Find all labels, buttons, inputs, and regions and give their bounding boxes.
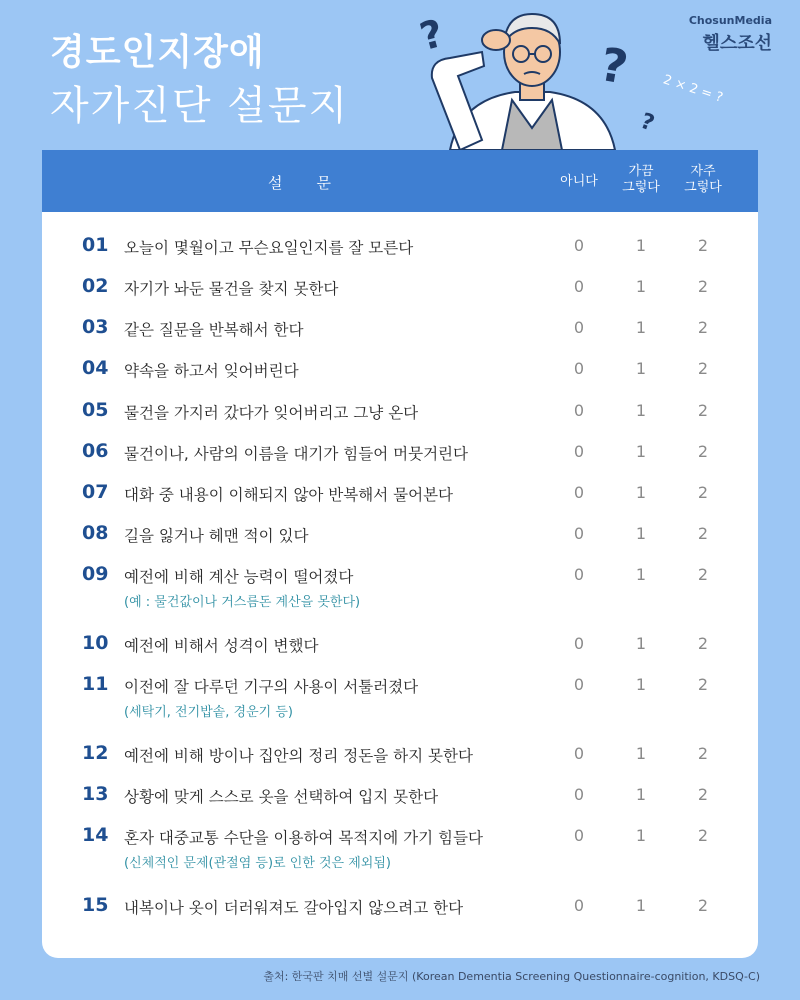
score-often: 2 xyxy=(697,826,709,845)
question-note: (신체적인 문제(관절염 등)로 인한 것은 제외됨) xyxy=(124,856,391,871)
score-sometimes: 1 xyxy=(635,896,647,915)
header-sometimes-line1: 가끔 xyxy=(628,164,654,179)
score-sometimes: 1 xyxy=(635,236,647,255)
score-never: 0 xyxy=(573,785,585,804)
question-text: 약속을 하고서 잊어버린다 xyxy=(124,362,299,380)
question-number: 08 xyxy=(82,522,109,544)
header-often-line2: 그렇다 xyxy=(684,180,722,195)
logo-line1: ChosunMedia xyxy=(688,14,772,27)
svg-text:?: ? xyxy=(637,108,658,137)
question-number: 10 xyxy=(82,632,109,654)
question-text: 같은 질문을 반복해서 한다 xyxy=(124,321,304,339)
score-sometimes: 1 xyxy=(635,826,647,845)
question-number: 14 xyxy=(82,824,109,846)
header-sometimes xyxy=(611,164,671,196)
question-number: 04 xyxy=(82,357,109,379)
question-number: 05 xyxy=(82,399,109,421)
question-note: (예 : 물건값이나 거스름돈 계산을 못한다) xyxy=(124,595,361,610)
score-never: 0 xyxy=(573,442,585,461)
question-number: 15 xyxy=(82,894,109,916)
question-text: 자기가 놔둔 물건을 찾지 못한다 xyxy=(124,280,339,298)
score-often: 2 xyxy=(697,483,709,502)
score-never: 0 xyxy=(573,634,585,653)
score-never: 0 xyxy=(573,236,585,255)
score-often: 2 xyxy=(697,634,709,653)
question-number: 13 xyxy=(82,783,109,805)
score-often: 2 xyxy=(697,318,709,337)
question-text: 예전에 비해 방이나 집안의 정리 정돈을 하지 못한다 xyxy=(124,747,473,765)
score-sometimes: 1 xyxy=(635,277,647,296)
score-often: 2 xyxy=(697,896,709,915)
source-note: 출처: 한국판 치매 선별 설문지 (Korean Dementia Screening Questionnaire-cognition, KDSQ-C) xyxy=(263,970,760,983)
score-sometimes: 1 xyxy=(635,359,647,378)
question-text: 물건을 가지러 갔다가 잊어버리고 그냥 온다 xyxy=(124,404,419,422)
score-never: 0 xyxy=(573,401,585,420)
confused-elder-illustration xyxy=(415,0,760,150)
question-number: 09 xyxy=(82,563,109,585)
score-sometimes: 1 xyxy=(635,565,647,584)
logo-line2: 헬스조선 xyxy=(702,33,772,54)
question-number: 11 xyxy=(82,673,109,695)
question-number: 07 xyxy=(82,481,109,503)
header-question: 설문 xyxy=(268,174,365,192)
score-often: 2 xyxy=(697,236,709,255)
svg-text:?: ? xyxy=(596,36,632,95)
equation-text: 2 × 2 = ? xyxy=(661,72,725,106)
question-text: 물건이나, 사람의 이름을 대기가 힘들어 머뭇거린다 xyxy=(124,445,468,463)
score-sometimes: 1 xyxy=(635,785,647,804)
question-text: 예전에 비해서 성격이 변했다 xyxy=(124,637,319,655)
svg-text:?: ? xyxy=(415,10,449,60)
score-often: 2 xyxy=(697,277,709,296)
score-never: 0 xyxy=(573,359,585,378)
score-never: 0 xyxy=(573,826,585,845)
question-text: 상황에 맞게 스스로 옷을 선택하여 입지 못한다 xyxy=(124,788,439,806)
score-never: 0 xyxy=(573,524,585,543)
score-often: 2 xyxy=(697,565,709,584)
question-number: 02 xyxy=(82,275,109,297)
score-never: 0 xyxy=(573,744,585,763)
question-number: 12 xyxy=(82,742,109,764)
question-number: 06 xyxy=(82,440,109,462)
question-number: 01 xyxy=(82,234,109,256)
question-text: 대화 중 내용이 이해되지 않아 반복해서 물어본다 xyxy=(124,486,454,504)
question-number: 03 xyxy=(82,316,109,338)
question-text: 내복이나 옷이 더러워져도 갈아입지 않으려고 한다 xyxy=(124,899,464,917)
question-note: (세탁기, 전기밥솥, 경운기 등) xyxy=(124,705,293,720)
question-text: 혼자 대중교통 수단을 이용하여 목적지에 가기 힘들다 xyxy=(124,829,483,847)
score-often: 2 xyxy=(697,744,709,763)
question-text: 길을 잃거나 헤맨 적이 있다 xyxy=(124,527,309,545)
score-sometimes: 1 xyxy=(635,675,647,694)
score-often: 2 xyxy=(697,359,709,378)
header-often xyxy=(673,164,733,196)
score-sometimes: 1 xyxy=(635,401,647,420)
score-never: 0 xyxy=(573,675,585,694)
score-sometimes: 1 xyxy=(635,634,647,653)
header-never: 아니다 xyxy=(560,174,598,189)
question-text: 이전에 잘 다루던 기구의 사용이 서툴러졌다 xyxy=(124,678,419,696)
score-sometimes: 1 xyxy=(635,524,647,543)
questionnaire-card xyxy=(42,150,758,958)
score-often: 2 xyxy=(697,675,709,694)
score-never: 0 xyxy=(573,318,585,337)
score-never: 0 xyxy=(573,483,585,502)
title-line2: 자가진단 설문지 xyxy=(50,83,350,129)
score-never: 0 xyxy=(573,277,585,296)
header-often-line1: 자주 xyxy=(690,164,716,179)
score-never: 0 xyxy=(573,565,585,584)
title-line1: 경도인지장애 xyxy=(50,32,265,73)
score-sometimes: 1 xyxy=(635,442,647,461)
header-sometimes-line2: 그렇다 xyxy=(622,180,660,195)
score-often: 2 xyxy=(697,401,709,420)
table-header xyxy=(42,150,758,212)
score-sometimes: 1 xyxy=(635,744,647,763)
question-text: 예전에 비해 계산 능력이 떨어졌다 xyxy=(124,568,354,586)
score-sometimes: 1 xyxy=(635,483,647,502)
question-text: 오늘이 몇월이고 무슨요일인지를 잘 모른다 xyxy=(124,239,414,257)
score-never: 0 xyxy=(573,896,585,915)
score-often: 2 xyxy=(697,785,709,804)
score-often: 2 xyxy=(697,524,709,543)
score-often: 2 xyxy=(697,442,709,461)
score-sometimes: 1 xyxy=(635,318,647,337)
